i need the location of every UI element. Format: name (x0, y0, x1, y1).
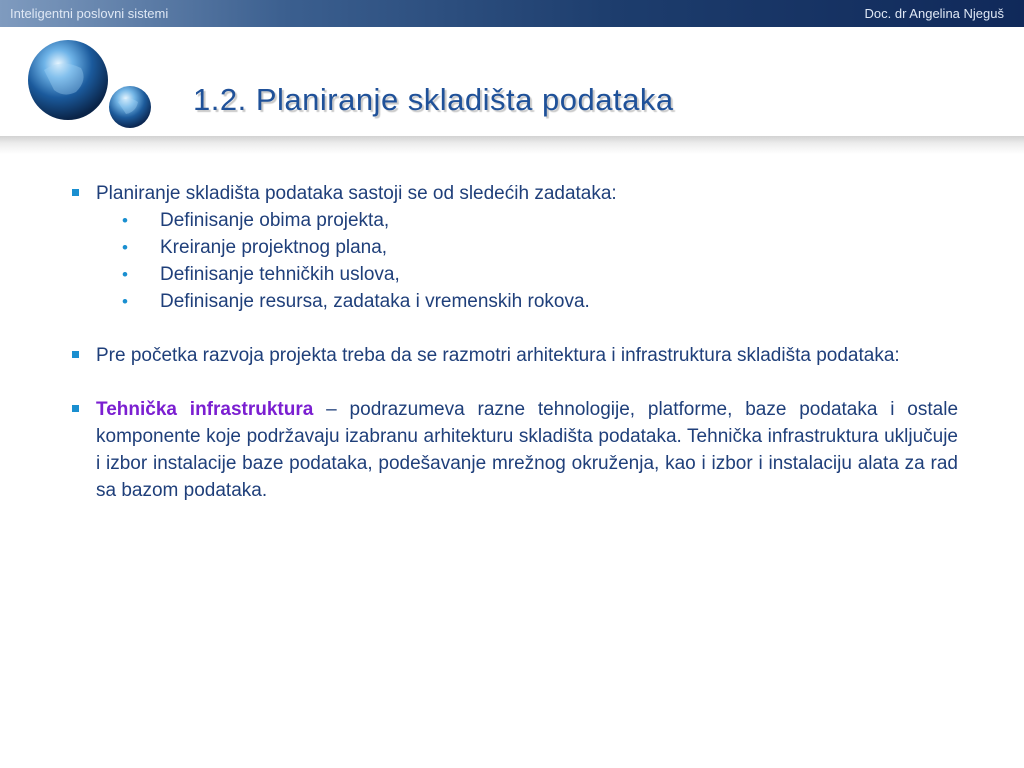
sub-bullet-list (70, 207, 958, 315)
square-bullet-icon (72, 351, 79, 358)
dot-bullet-icon: • (122, 265, 128, 284)
square-bullet-icon (72, 405, 79, 412)
slide-content (70, 180, 958, 504)
course-name: Inteligentni poslovni sistemi (10, 6, 169, 21)
bullet-paragraph-2 (70, 342, 958, 369)
dot-bullet-icon: • (122, 238, 128, 257)
header-shadow (0, 136, 1024, 154)
paragraph-text: – podrazumeva razne tehnologije, platforme, baze podataka i ostale komponente koje podržavaju izabranu arhitekturu skladišta podataka. Tehnička infrastruktura uključuje i izbor instalacije baze podataka, podešavanje mrežnog okruženja, kao i izbor i instalaciju alata za rad sa bazom podataka. (96, 399, 959, 501)
author-name: Doc. dr Angelina Njeguš (864, 6, 1004, 21)
list-item: • Definisanje obima projekta, (70, 207, 958, 234)
bullet-paragraph-1 (70, 180, 958, 207)
list-item: • Definisanje resursa, zadataka i vremenskih rokova. (70, 288, 958, 315)
dot-bullet-icon: • (122, 292, 128, 311)
square-bullet-icon (72, 189, 79, 196)
paragraph-text: Planiranje skladišta podataka sastoji se od sledećih zadataka: (96, 183, 617, 204)
highlighted-term: Tehnička infrastruktura (96, 399, 314, 420)
bullet-paragraph-3 (70, 396, 958, 504)
list-item: • Definisanje tehničkih uslova, (70, 261, 958, 288)
top-banner (0, 0, 1024, 27)
slide-title: 1.2. Planiranje skladišta podataka (193, 82, 674, 117)
globe-logo-icon (26, 40, 156, 130)
list-item: • Kreiranje projektnog plana, (70, 234, 958, 261)
dot-bullet-icon: • (122, 211, 128, 230)
paragraph-text: Pre početka razvoja projekta treba da se razmotri arhitektura i infrastruktura skladišta podataka: (96, 345, 900, 366)
